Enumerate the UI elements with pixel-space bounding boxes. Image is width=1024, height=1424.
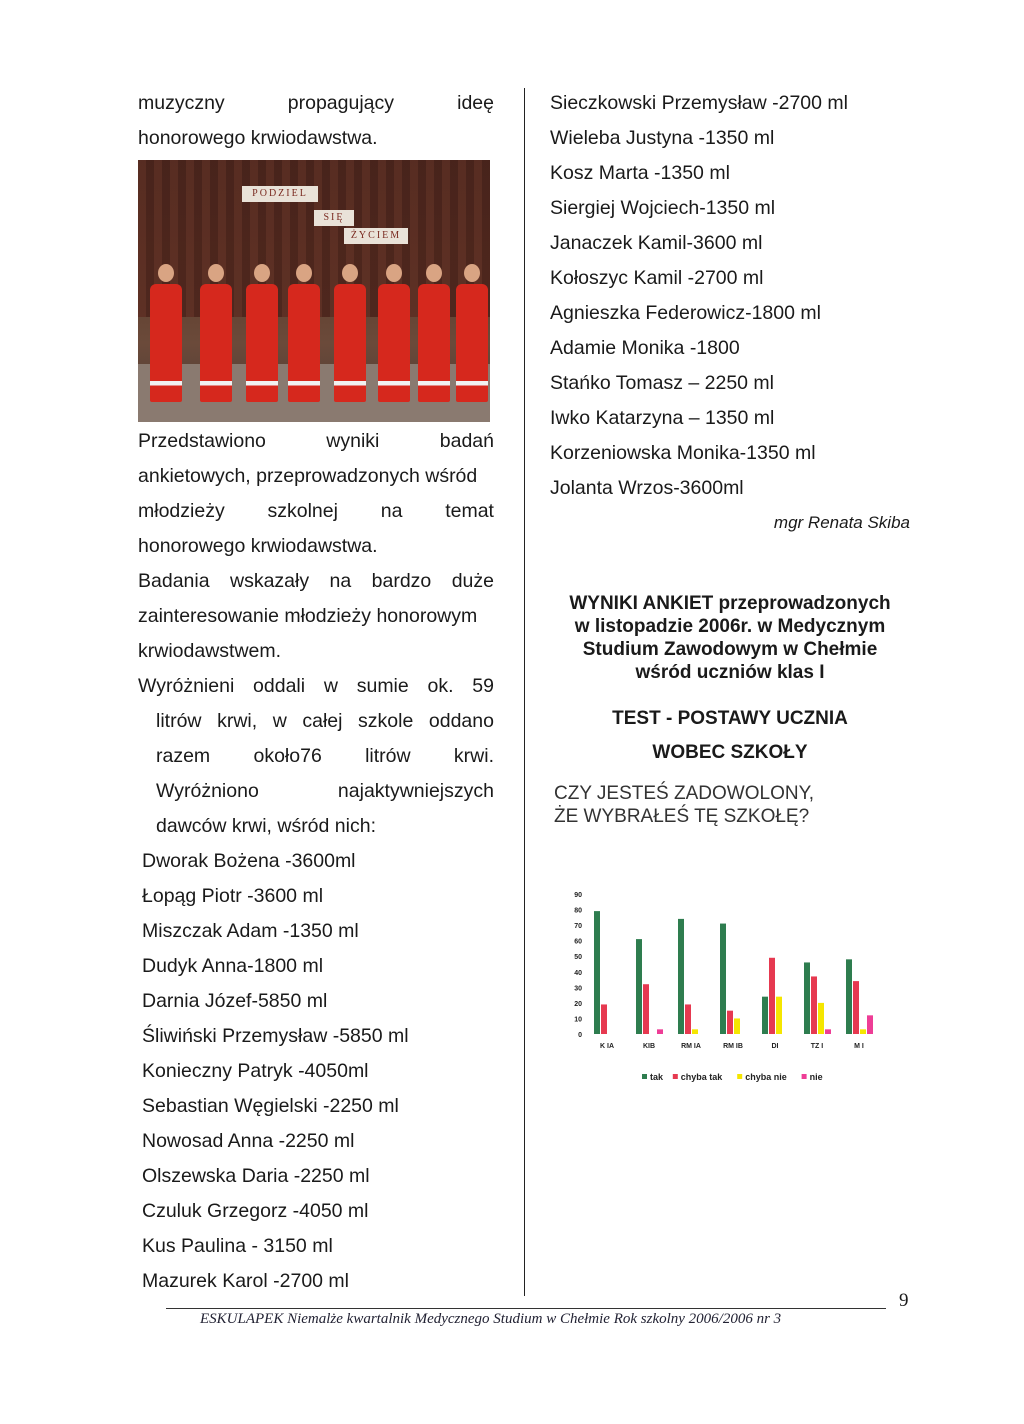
- bar-tak: [762, 997, 768, 1034]
- x-tick-label: RM IA: [681, 1043, 701, 1050]
- text-line: [138, 424, 494, 459]
- text-line: [138, 669, 494, 704]
- bar-tak: [720, 924, 726, 1034]
- x-tick-label: M I: [854, 1043, 864, 1050]
- bar-chyba-nie: [692, 1029, 698, 1034]
- word: wyniki: [326, 430, 380, 452]
- y-tick-label: 40: [574, 969, 582, 977]
- word: Wyróżnieni: [138, 675, 235, 697]
- paragraph-results: [138, 424, 494, 564]
- footer-rule: [166, 1308, 886, 1309]
- bar-chyba-tak: [811, 976, 817, 1034]
- donor-list-right: [550, 86, 910, 506]
- person: [150, 264, 182, 402]
- donor-entry: Siergiej Wojciech-1350 ml: [550, 197, 776, 219]
- person: [246, 264, 278, 402]
- legend-label: chyba nie: [745, 1072, 787, 1082]
- bar-chyba-tak: [853, 981, 859, 1034]
- person: [334, 264, 366, 402]
- text-line: zainteresowanie młodzieży honorowym: [138, 605, 478, 627]
- person: [456, 264, 488, 402]
- donor-entry: Mazurek Karol -2700 ml: [142, 1270, 349, 1292]
- footer-text: ESKULAPEK Niemalże kwartalnik Medycznego Studium w Chełmie Rok szkolny 2006/2006 nr 3: [200, 1311, 782, 1327]
- word: Przedstawiono: [138, 430, 266, 452]
- paragraph-research: [138, 564, 494, 669]
- y-tick-label: 90: [574, 892, 582, 899]
- donor-entry: Dudyk Anna-1800 ml: [142, 955, 324, 977]
- donor-entry: Iwko Katarzyna – 1350 ml: [550, 407, 775, 429]
- word: temat: [445, 500, 494, 522]
- donor-entry: Miszczak Adam -1350 ml: [142, 920, 359, 942]
- y-tick-label: 0: [578, 1032, 582, 1039]
- text-line: dawców krwi, wśród nich:: [156, 815, 376, 837]
- legend-label: chyba tak: [680, 1072, 723, 1082]
- y-tick-label: 50: [574, 954, 582, 962]
- y-tick-label: 60: [574, 938, 582, 946]
- heading-line: TEST - POSTAWY UCZNIA: [612, 708, 848, 729]
- blood-donors-photo: [138, 160, 490, 422]
- text-line: honorowego krwiodawstwa.: [138, 535, 378, 557]
- donor-entry: Wieleba Justyna -1350 ml: [550, 127, 775, 149]
- word: 59: [472, 675, 494, 697]
- bar-nie: [867, 1015, 873, 1034]
- person: [378, 264, 410, 402]
- donor-entry: Sieczkowski Przemysław -2700 ml: [550, 92, 848, 114]
- author-signature: mgr Renata Skiba: [773, 513, 910, 532]
- bar-chyba-tak: [601, 1004, 607, 1034]
- bar-tak: [594, 911, 600, 1034]
- donor-entry: Olszewska Daria -2250 ml: [142, 1165, 370, 1187]
- heading-line: WOBEC SZKOŁY: [652, 742, 808, 763]
- donor-entry: Sebastian Węgielski -2250 ml: [142, 1095, 399, 1117]
- bar-chyba-tak: [769, 958, 775, 1034]
- legend-label: nie: [809, 1072, 823, 1082]
- heading-line: Studium Zawodowym w Chełmie: [582, 639, 878, 660]
- donor-entry: Łopąg Piotr -3600 ml: [142, 885, 324, 907]
- y-tick-label: 80: [574, 907, 582, 915]
- word: w: [272, 710, 287, 732]
- word: szkole: [358, 710, 414, 732]
- bar-nie: [657, 1029, 663, 1034]
- test-title: [550, 702, 910, 770]
- y-tick-label: 10: [574, 1016, 582, 1024]
- bar-tak: [846, 959, 852, 1034]
- bar-tak: [678, 919, 684, 1034]
- right-column: [550, 86, 910, 828]
- word: oddali: [253, 675, 306, 697]
- donor-entry: Śliwiński Przemysław -5850 ml: [142, 1025, 409, 1047]
- donor-entry: Czuluk Grzegorz -4050 ml: [142, 1200, 369, 1222]
- word: sumie: [356, 675, 409, 697]
- word: litrów: [156, 710, 202, 732]
- text-line: [138, 494, 494, 529]
- word: badań: [439, 430, 494, 452]
- word: na: [329, 570, 352, 592]
- word: całej: [302, 710, 343, 732]
- person: [418, 264, 450, 402]
- x-tick-label: DI: [771, 1043, 779, 1050]
- donor-entry: Adamie Monika -1800: [550, 337, 740, 359]
- intro-line-1: [138, 86, 494, 121]
- donor-entry: Janaczek Kamil-3600 ml: [550, 232, 763, 254]
- heading-line: w listopadzie 2006r. w Medycznym: [574, 616, 886, 637]
- word: razem: [156, 745, 211, 767]
- survey-heading: [550, 592, 910, 684]
- word: ok.: [427, 675, 454, 697]
- heading-line: wśród uczniów klas I: [635, 662, 825, 683]
- text-line: ankietowych, przeprowadzonych wśród: [138, 465, 478, 487]
- donor-list-left: [138, 844, 494, 1299]
- legend-swatch: [737, 1074, 742, 1079]
- donor-entry: Kołoszyc Kamil -2700 ml: [550, 267, 764, 289]
- bar-chyba-nie: [776, 997, 782, 1034]
- survey-bar-chart: [558, 884, 908, 1094]
- text-line: [138, 739, 494, 774]
- text-line: [138, 704, 494, 739]
- text-line: [138, 774, 494, 809]
- word: młodzieży: [138, 500, 225, 522]
- bar-chyba-tak: [685, 1004, 691, 1034]
- donor-entry: Darnia Józef-5850 ml: [142, 990, 328, 1012]
- legend-label: tak: [650, 1072, 664, 1082]
- legend-swatch: [802, 1074, 807, 1079]
- y-tick-label: 20: [574, 1000, 582, 1008]
- word: najaktywniejszych: [337, 780, 494, 802]
- person: [288, 264, 320, 402]
- column-divider: [524, 88, 525, 1296]
- donor-entry: Stańko Tomasz – 2250 ml: [550, 372, 775, 394]
- bar-chyba-tak: [727, 1011, 733, 1034]
- question-line: CZY JESTEŚ ZADOWOLONY,: [554, 783, 815, 804]
- donor-entry: Jolanta Wrzos-3600ml: [550, 477, 744, 499]
- x-tick-label: K IA: [600, 1043, 614, 1050]
- y-tick-label: 30: [574, 985, 582, 993]
- word: wskazały: [230, 570, 310, 592]
- legend-swatch: [673, 1074, 678, 1079]
- word: muzyczny: [138, 92, 225, 114]
- left-column: [138, 86, 494, 1299]
- intro-line-2: honorowego krwiodawstwa.: [138, 127, 378, 149]
- text-line: [138, 564, 494, 599]
- page-number: 9: [899, 1290, 909, 1311]
- banner-zyciem: ŻYCIEM: [344, 228, 408, 244]
- bar-chyba-nie: [734, 1018, 740, 1034]
- word: Badania: [138, 570, 210, 592]
- bar-chyba-nie: [818, 1003, 824, 1034]
- word: Wyróżniono: [156, 780, 259, 802]
- word: ideę: [457, 92, 494, 114]
- y-tick-label: 70: [574, 923, 582, 931]
- x-tick-label: TZ I: [810, 1043, 824, 1050]
- heading-line: WYNIKI ANKIET przeprowadzonych: [569, 593, 891, 614]
- bar-chyba-tak: [643, 984, 649, 1034]
- text-line: krwiodawstwem.: [138, 640, 282, 662]
- bar-tak: [636, 939, 642, 1034]
- donor-entry: Kosz Marta -1350 ml: [550, 162, 730, 184]
- word: bardzo: [371, 570, 432, 592]
- question-line: ŻE WYBRAŁEŚ TĘ SZKOŁĘ?: [554, 806, 810, 827]
- bar-tak: [804, 962, 810, 1034]
- donor-entry: Korzeniowska Monika-1350 ml: [550, 442, 816, 464]
- word: duże: [451, 570, 494, 592]
- word: szkolnej: [267, 500, 338, 522]
- bar-chyba-nie: [860, 1029, 866, 1034]
- word: krwi,: [217, 710, 258, 732]
- x-tick-label: KIB: [642, 1043, 656, 1050]
- word: krwi.: [453, 745, 494, 767]
- donor-entry: Agnieszka Federowicz-1800 ml: [550, 302, 821, 324]
- donor-entry: Dworak Bożena -3600ml: [142, 850, 356, 872]
- banner-sie: SIĘ: [314, 210, 354, 226]
- paragraph-distinguished: [138, 669, 494, 844]
- legend-swatch: [642, 1074, 647, 1079]
- survey-question: [550, 782, 910, 828]
- banner-podziel: PODZIEL: [242, 186, 318, 202]
- person: [200, 264, 232, 402]
- word: oddano: [428, 710, 494, 732]
- word: około76: [253, 745, 322, 767]
- word: na: [380, 500, 403, 522]
- donor-entry: Nowosad Anna -2250 ml: [142, 1130, 355, 1152]
- word: w: [323, 675, 338, 697]
- donor-entry: Kus Paulina - 3150 ml: [142, 1235, 333, 1257]
- word: propagujący: [287, 92, 395, 114]
- bar-nie: [825, 1029, 831, 1034]
- donor-entry: Konieczny Patryk -4050ml: [142, 1060, 369, 1082]
- x-tick-label: RM IB: [723, 1043, 743, 1050]
- word: litrów: [365, 745, 411, 767]
